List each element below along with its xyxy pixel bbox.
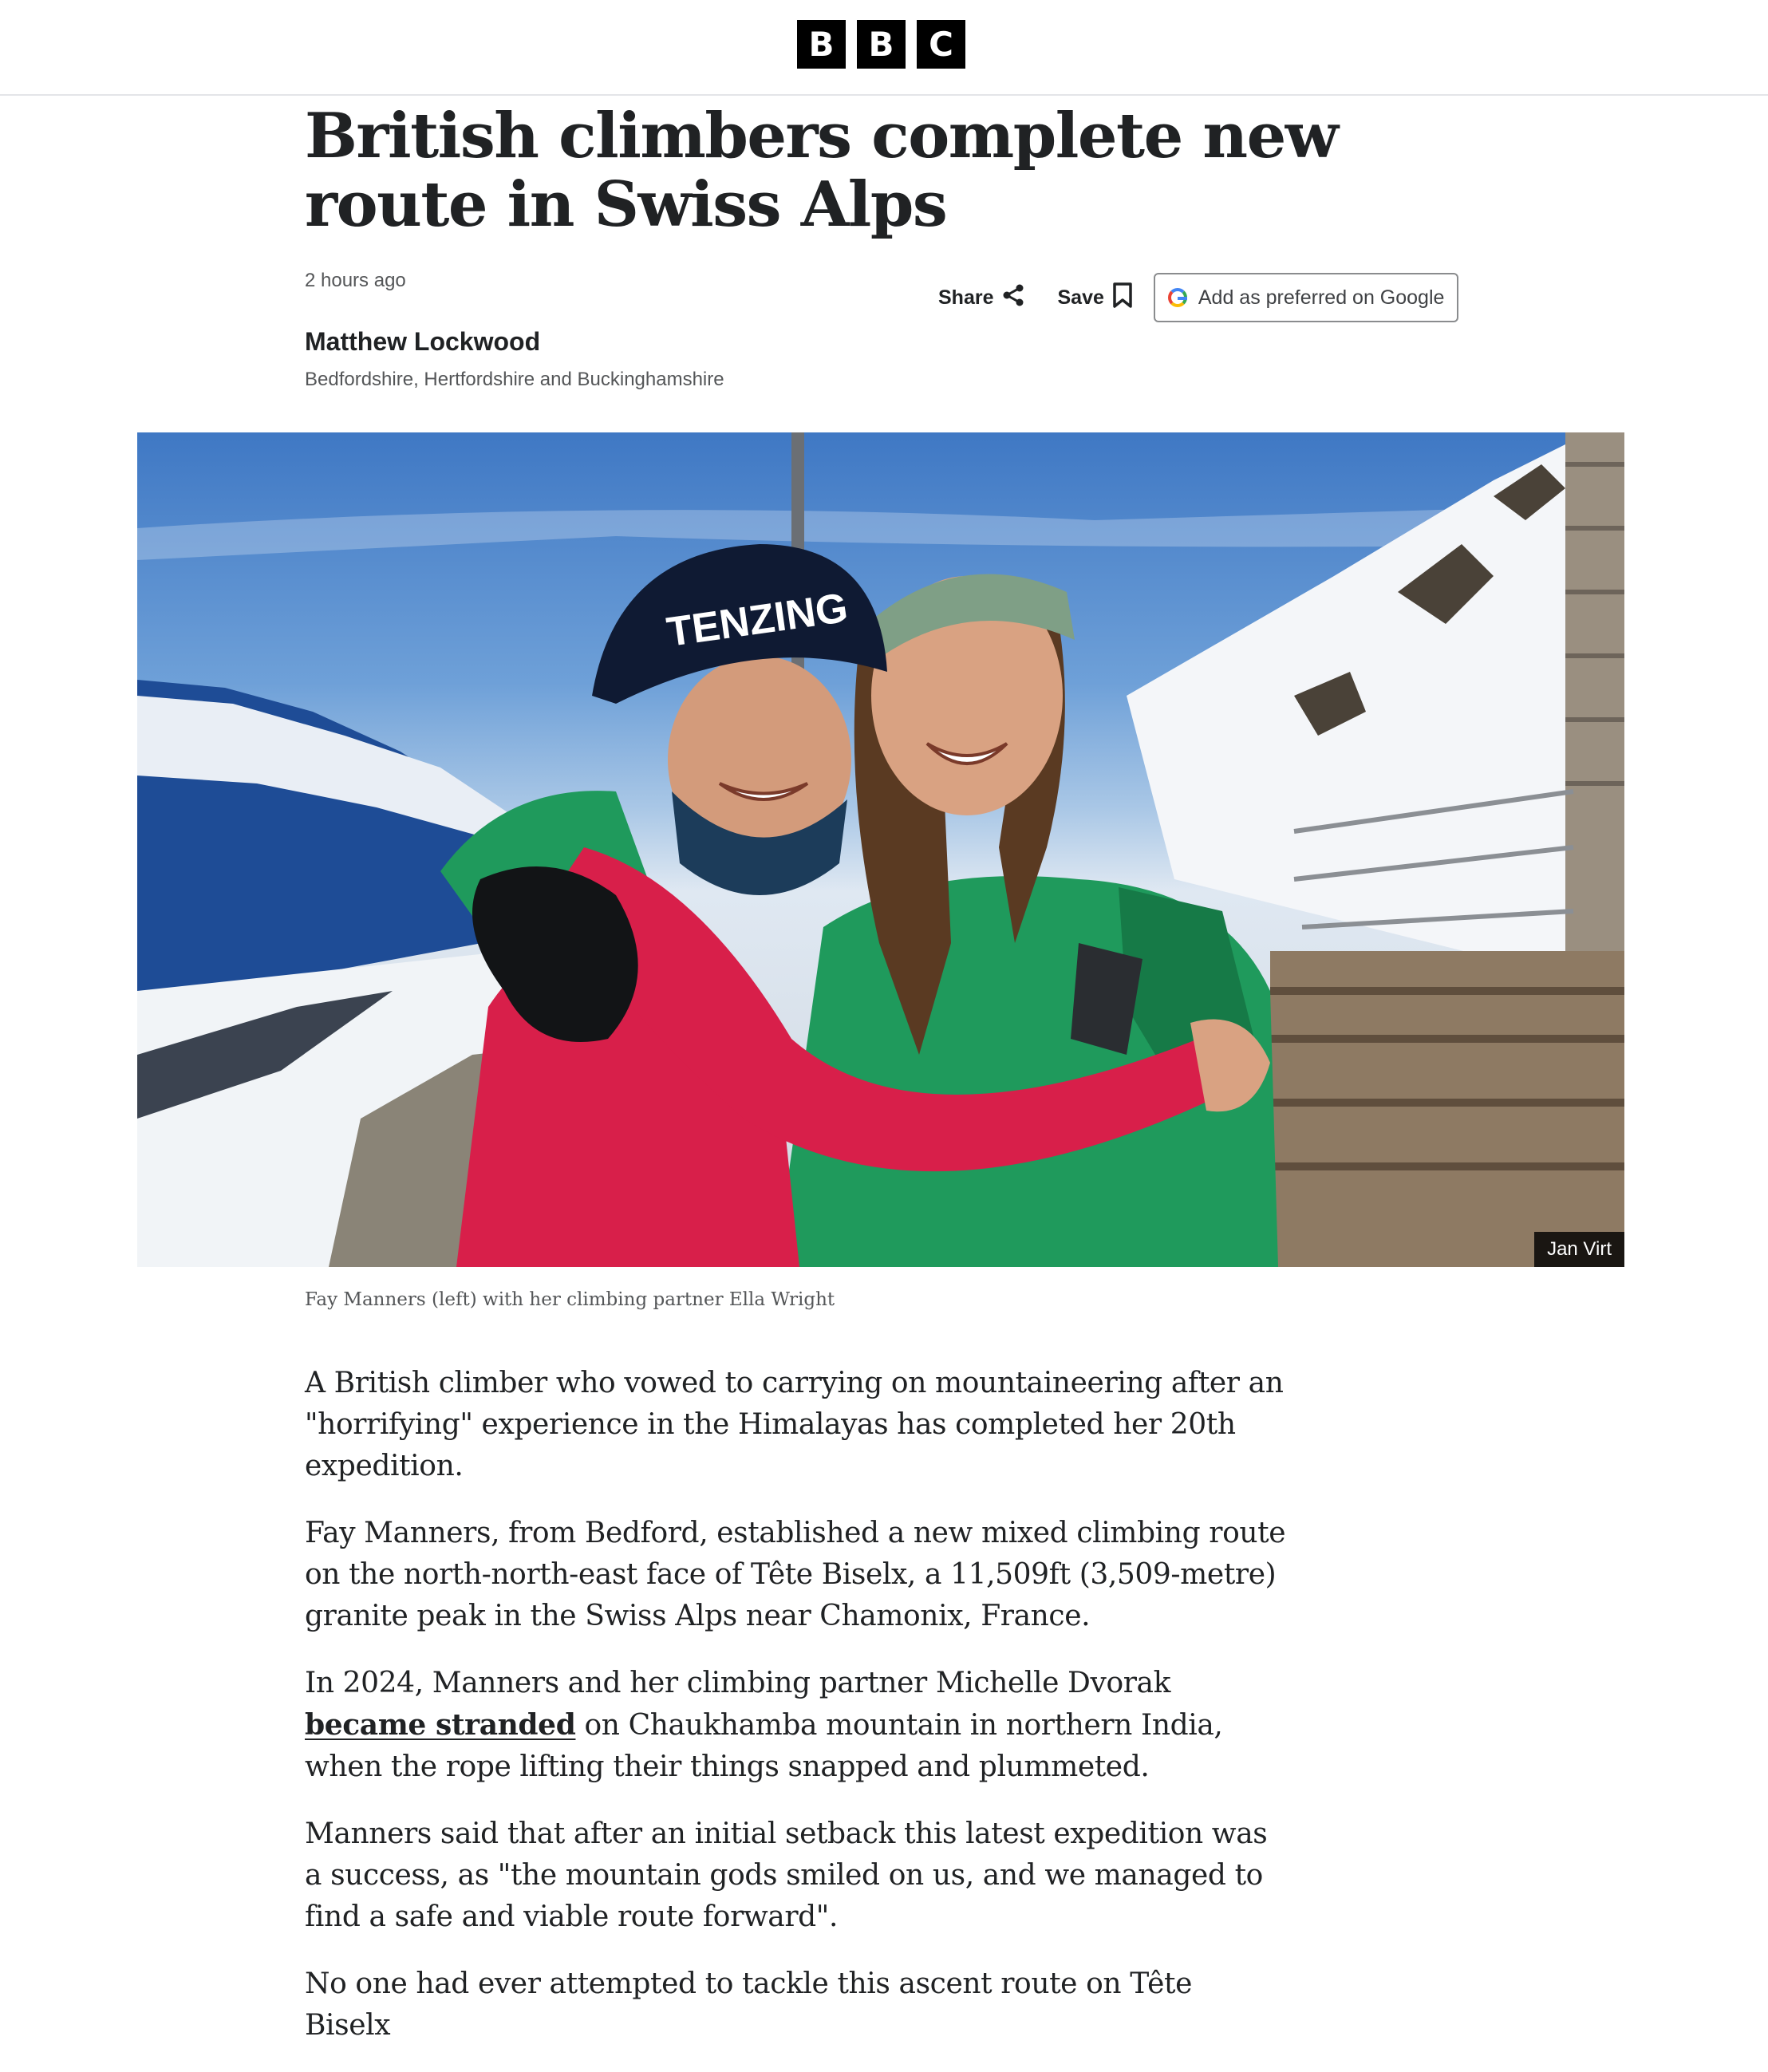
article-paragraph: Fay Manners, from Bedford, established a new mixed climbing route on the north-north-east face of Tête Biselx, a 11,509ft (3,509-metre) granite peak in the Swiss Alps near Chamonix, France. bbox=[305, 1517, 1286, 1632]
save-button[interactable] bbox=[1057, 282, 1132, 314]
paragraph-text: In 2024, Manners and her climbing partner Michelle Dvorak bbox=[305, 1667, 1171, 1699]
logo-letter: B bbox=[857, 20, 906, 69]
article-paragraph: A British climber who vowed to carrying on mountaineering after an "horrifying" experience in the Himalayas has completed her 20th expedition. bbox=[305, 1367, 1284, 1482]
share-icon bbox=[1001, 283, 1025, 313]
became-stranded-link[interactable]: became stranded bbox=[305, 1708, 576, 1742]
share-button[interactable] bbox=[938, 283, 1025, 313]
google-icon bbox=[1168, 288, 1187, 307]
google-button-label: Add as preferred on Google bbox=[1198, 286, 1445, 309]
bbc-logo[interactable] bbox=[797, 20, 965, 69]
article-action-bar bbox=[938, 271, 1458, 324]
article-paragraph: No one had ever attempted to tackle this ascent route on Tête Biselx bbox=[305, 1967, 1192, 2042]
helmet-text: TENZING bbox=[664, 584, 851, 657]
bookmark-icon bbox=[1112, 282, 1133, 314]
logo-letter: C bbox=[917, 20, 965, 69]
site-header bbox=[0, 0, 1768, 96]
climbers-photo bbox=[137, 432, 1624, 1267]
author-name: Matthew Lockwood bbox=[305, 327, 541, 356]
article-paragraph: Manners said that after an initial setback this latest expedition was a success, as "the mountain gods smiled on us, and we managed to find a safe and viable route forward". bbox=[305, 1817, 1268, 1933]
logo-letter: B bbox=[797, 20, 846, 69]
paragraph-text: on Chaukhamba mountain in northern India, when the rope lifting their things snapped and plummeted. bbox=[305, 1709, 1223, 1783]
author-location: Bedfordshire, Hertfordshire and Buckinghamshire bbox=[305, 369, 724, 390]
image-caption: Fay Manners (left) with her climbing partner Ella Wright bbox=[305, 1289, 835, 1310]
article-hero-image bbox=[137, 432, 1624, 1267]
share-label: Share bbox=[938, 286, 994, 309]
image-credit: Jan Virt bbox=[1534, 1232, 1624, 1267]
add-preferred-google-button[interactable] bbox=[1154, 273, 1459, 322]
article-headline: British climbers complete new route in Swiss Alps bbox=[305, 100, 1338, 241]
article-body bbox=[305, 1363, 1286, 2072]
article-paragraph bbox=[305, 1663, 1286, 1788]
article-timestamp: 2 hours ago bbox=[305, 270, 406, 291]
save-label: Save bbox=[1057, 286, 1104, 309]
